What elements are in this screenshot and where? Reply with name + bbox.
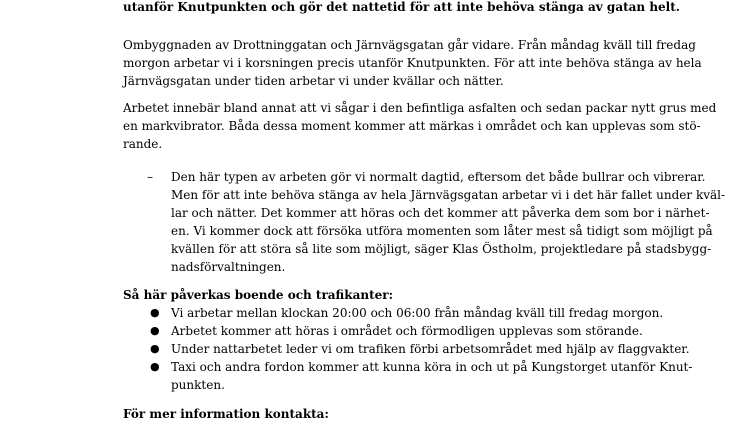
paragraph-line: Arbetet innebär bland annat att vi sågar i den befintliga asfalten och sedan packar nytt grus med — [123, 101, 717, 115]
quote-line: Men för att inte behöva stänga av hela Järnvägsgatan arbetar vi i det här fallet under kväl- — [171, 188, 726, 202]
list-item: Taxi och andra fordon kommer att kunna köra in och ut på Kungstorget utanför Knut- — [171, 360, 693, 374]
bullet-icon: ● — [150, 324, 160, 337]
quote-line: en. Vi kommer dock att försöka utföra momenten som låter mest så tidigt som möjligt på — [171, 224, 713, 238]
bullet-icon: ● — [150, 342, 160, 355]
list-item-continuation: punkten. — [171, 378, 225, 392]
paragraph-line: rande. — [123, 137, 163, 151]
list-item: Under nattarbetet leder vi om trafiken förbi arbetsområdet med hjälp av flaggvakter. — [171, 342, 690, 356]
paragraph-line: en markvibrator. Båda dessa moment kommer att märkas i området och kan upplevas som stö- — [123, 119, 701, 133]
contact-heading: För mer information kontakta: — [123, 407, 329, 421]
quote-line: Den här typen av arbeten gör vi normalt dagtid, eftersom det både bullrar och vibrerar. — [171, 170, 706, 184]
list-item: Arbetet kommer att höras i området och förmodligen upplevas som störande. — [171, 324, 643, 338]
quote-line: lar och nätter. Det kommer att höras och det kommer att påverka dem som bor i närhet- — [171, 206, 710, 220]
list-item: Vi arbetar mellan klockan 20:00 och 06:00 från måndag kväll till fredag morgon. — [171, 306, 664, 320]
paragraph-line: Ombyggnaden av Drottninggatan och Järnvägsgatan går vidare. Från måndag kväll till fredag — [123, 38, 696, 52]
bullet-icon: ● — [150, 360, 160, 373]
paragraph-line: morgon arbetar vi i korsningen precis utanför Knutpunkten. För att inte behöva stänga av hela — [123, 56, 702, 70]
impact-heading: Så här påverkas boende och trafikanter: — [123, 288, 394, 302]
quote-line: kvällen för att störa så lite som möjligt, säger Klas Östholm, projektledare på stadsbygg- — [171, 242, 712, 256]
bullet-icon: ● — [150, 306, 160, 319]
paragraph-line: Järnvägsgatan under tiden arbetar vi under kvällar och nätter. — [123, 74, 504, 88]
quote-line: nadsförvaltningen. — [171, 260, 286, 274]
intro-bold-text: utanför Knutpunkten och gör det nattetid för att inte behöva stänga av gatan helt. — [123, 0, 680, 14]
dash-marker: – — [147, 170, 153, 184]
